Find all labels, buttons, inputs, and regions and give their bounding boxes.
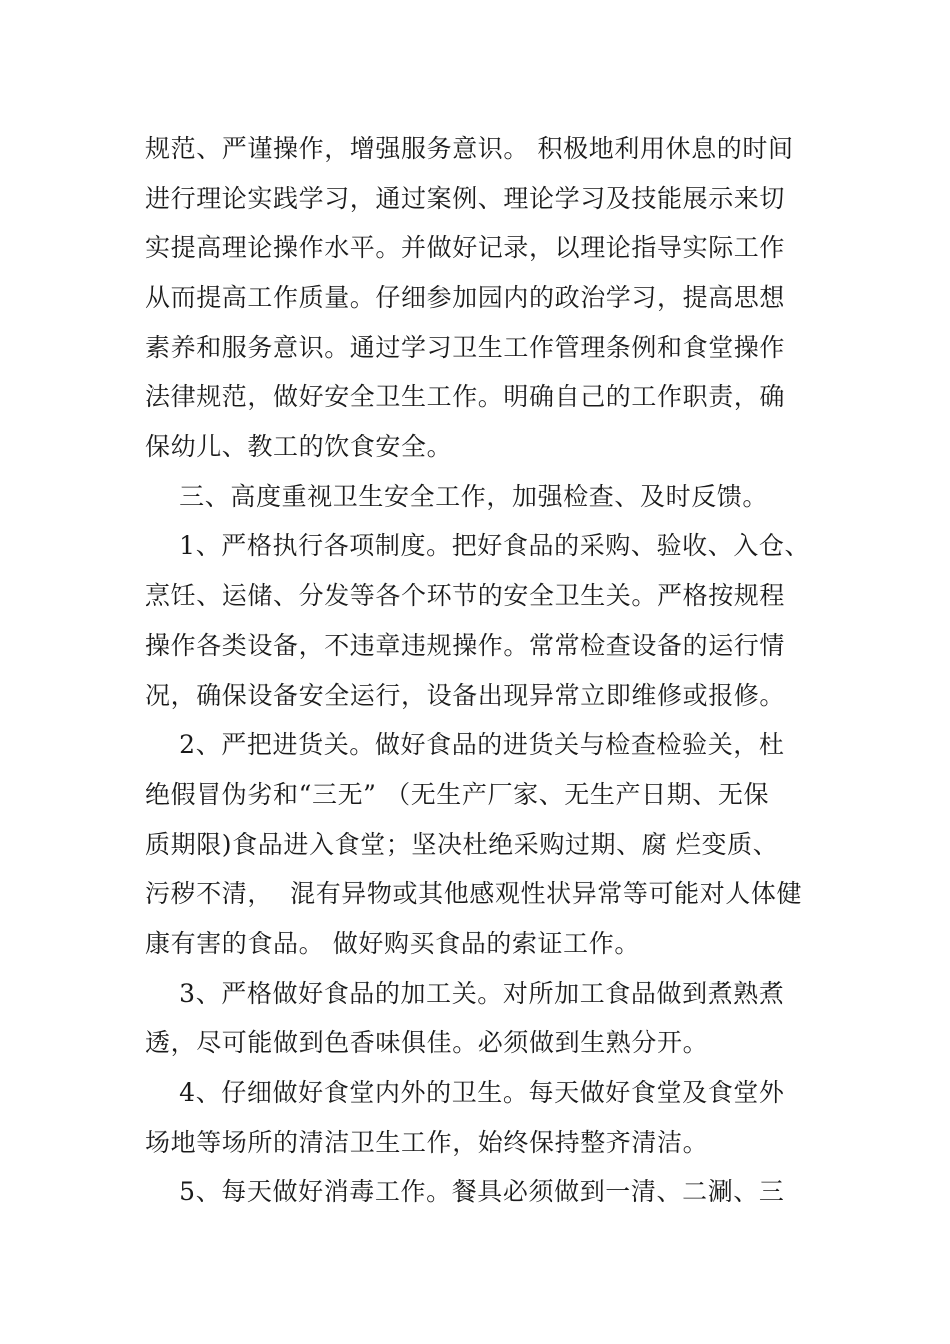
text-line: 规范、严谨操作，增强服务意识。 积极地利用休息的时间 <box>145 134 794 163</box>
text-line: 况，确保设备安全运行，设备出现异常立即维修或报修。 <box>145 681 786 710</box>
text-line: 污秽不清， 混有异物或其他感观性状异常等可能对人体健 <box>145 879 803 908</box>
text-line: 素养和服务意识。通过学习卫生工作管理条例和食堂操作 <box>145 333 786 362</box>
text-line: 场地等场所的清洁卫生工作，始终保持整齐清洁。 <box>145 1128 709 1157</box>
text-line: 5、每天做好消毒工作。餐具必须做到一清、二涮、三 <box>145 1177 785 1206</box>
text-line: 康有害的食品。 做好购买食品的索证工作。 <box>145 929 640 958</box>
text-line: 进行理论实践学习，通过案例、理论学习及技能展示来切 <box>145 184 786 213</box>
text-line: 保幼儿、教工的饮食安全。 <box>145 432 453 461</box>
text-line: 法律规范，做好安全卫生工作。明确自己的工作职责，确 <box>145 382 786 411</box>
section-heading: 三、高度重视卫生安全工作，加强检查、及时反馈。 <box>145 482 768 511</box>
text-line: 1、严格执行各项制度。把好食品的采购、验收、入仓、 <box>145 531 811 560</box>
text-line: 质期限)食品进入食堂；坚决杜绝采购过期、腐 烂变质、 <box>145 830 779 859</box>
text-line: 操作各类设备，不违章违规操作。常常检查设备的运行情 <box>145 631 786 660</box>
text-line: 2、严把进货关。做好食品的进货关与检查检验关，杜 <box>145 730 785 759</box>
text-line: 从而提高工作质量。仔细参加园内的政治学习，提高思想 <box>145 283 786 312</box>
text-line: 烹饪、运储、分发等各个环节的安全卫生关。严格按规程 <box>145 581 786 610</box>
text-line: 透，尽可能做到色香味俱佳。必须做到生熟分开。 <box>145 1028 709 1057</box>
text-line: 绝假冒伪劣和“三无” （无生产厂家、无生产日期、无保 <box>145 780 770 809</box>
text-line: 3、严格做好食品的加工关。对所加工食品做到煮熟煮 <box>145 979 785 1008</box>
text-line: 4、仔细做好食堂内外的卫生。每天做好食堂及食堂外 <box>145 1078 785 1107</box>
text-line: 实提高理论操作水平。并做好记录，以理论指导实际工作 <box>145 233 786 262</box>
